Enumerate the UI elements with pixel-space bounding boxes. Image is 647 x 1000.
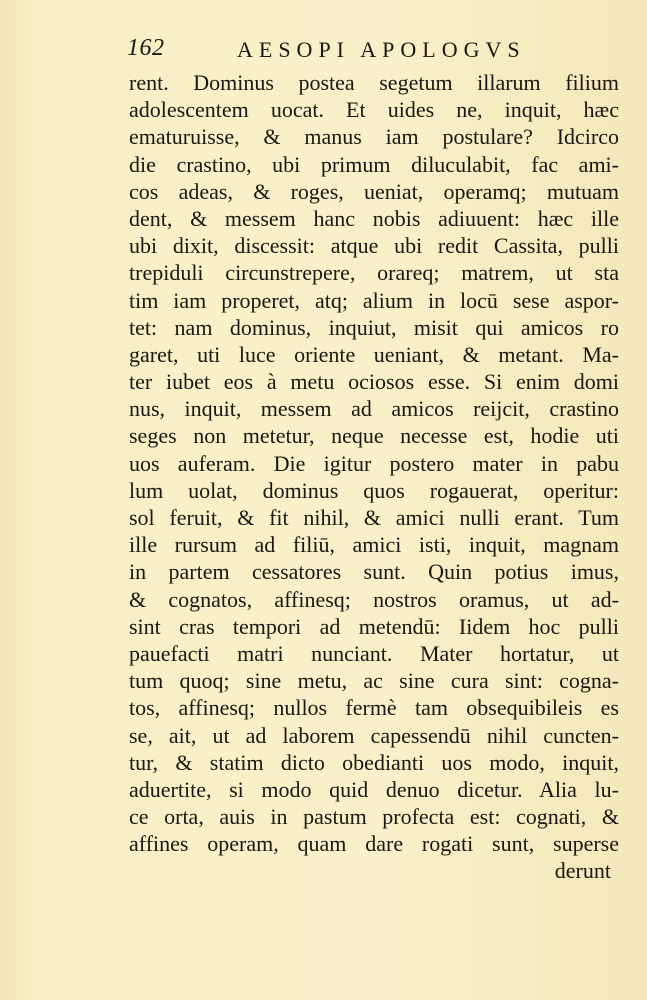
text-line: tet: nam dominus, inquiut, misit qui amicos ro	[129, 314, 619, 340]
text-line: die crastino, ubi primum diluculabit, fac ami-	[129, 151, 619, 177]
text-line: lum uolat, dominus quos rogauerat, operitur:	[129, 477, 619, 503]
text-line: sint cras tempori ad metendū: Iidem hoc pulli	[129, 613, 619, 639]
text-line: garet, uti luce oriente ueniant, & metant. Ma-	[129, 341, 619, 367]
running-title: AESOPI APOLOGVS	[237, 37, 526, 62]
page-header	[127, 35, 527, 67]
text-line: uos auferam. Die igitur postero mater in pabu	[129, 450, 619, 476]
body-text	[129, 69, 619, 885]
text-line: ille rursum ad filiū, amici isti, inquit, magnam	[129, 532, 619, 558]
text-line: dent, & messem hanc nobis adiuuent: hæc ille	[129, 205, 619, 231]
text-line: cos adeas, & roges, ueniat, operamq; mutuam	[129, 178, 619, 204]
text-line: pauefacti matri nunciant. Mater hortatur, ut	[129, 640, 619, 666]
text-line: & cognatos, affinesq; nostros oramus, ut ad-	[129, 586, 619, 612]
text-line: tum quoq; sine metu, ac sine cura sint: cogna-	[129, 668, 619, 694]
text-line: affines operam, quam dare rogati sunt, superse	[129, 831, 619, 857]
text-line: sol feruit, & fit nihil, & amici nulli erant. Tum	[129, 505, 619, 530]
page-number: 162	[127, 35, 165, 61]
text-line: nus, inquit, messem ad amicos reijcit, crastino	[129, 396, 619, 422]
text-line: ter iubet eos à metu ociosos esse. Si enim domi	[129, 369, 619, 395]
text-line: seges non metetur, neque necesse est, hodie uti	[129, 423, 619, 449]
text-line: ubi dixit, discessit: atque ubi redit Cassita, pulli	[129, 233, 619, 259]
catchword: derunt	[554, 858, 611, 884]
text-line: se, ait, ut ad laborem capessendū nihil cuncten-	[129, 722, 619, 748]
text-line: trepiduli circunstrepere, orareq; matrem, ut sta	[129, 260, 619, 286]
text-line: adolescentem uocat. Et uides ne, inquit, hæc	[129, 97, 619, 123]
text-line: tur, & statim dicto obedianti uos modo, inquit,	[129, 749, 619, 775]
text-line: ce orta, auis in pastum profecta est: cognati, &	[129, 804, 619, 830]
text-line: tos, affinesq; nullos fermè tam obsequibileis es	[129, 695, 619, 721]
text-line: ematuruisse, & manus iam postulare? Idcirco	[129, 124, 619, 150]
text-line: rent. Dominus postea segetum illarum filium	[129, 70, 619, 95]
text-line: tim iam properet, atq; alium in locū sese aspor-	[129, 287, 619, 313]
text-line: in partem cessatores sunt. Quin potius imus,	[129, 559, 619, 585]
text-line: aduertite, si modo quid denuo dicetur. Alia lu-	[129, 776, 619, 802]
